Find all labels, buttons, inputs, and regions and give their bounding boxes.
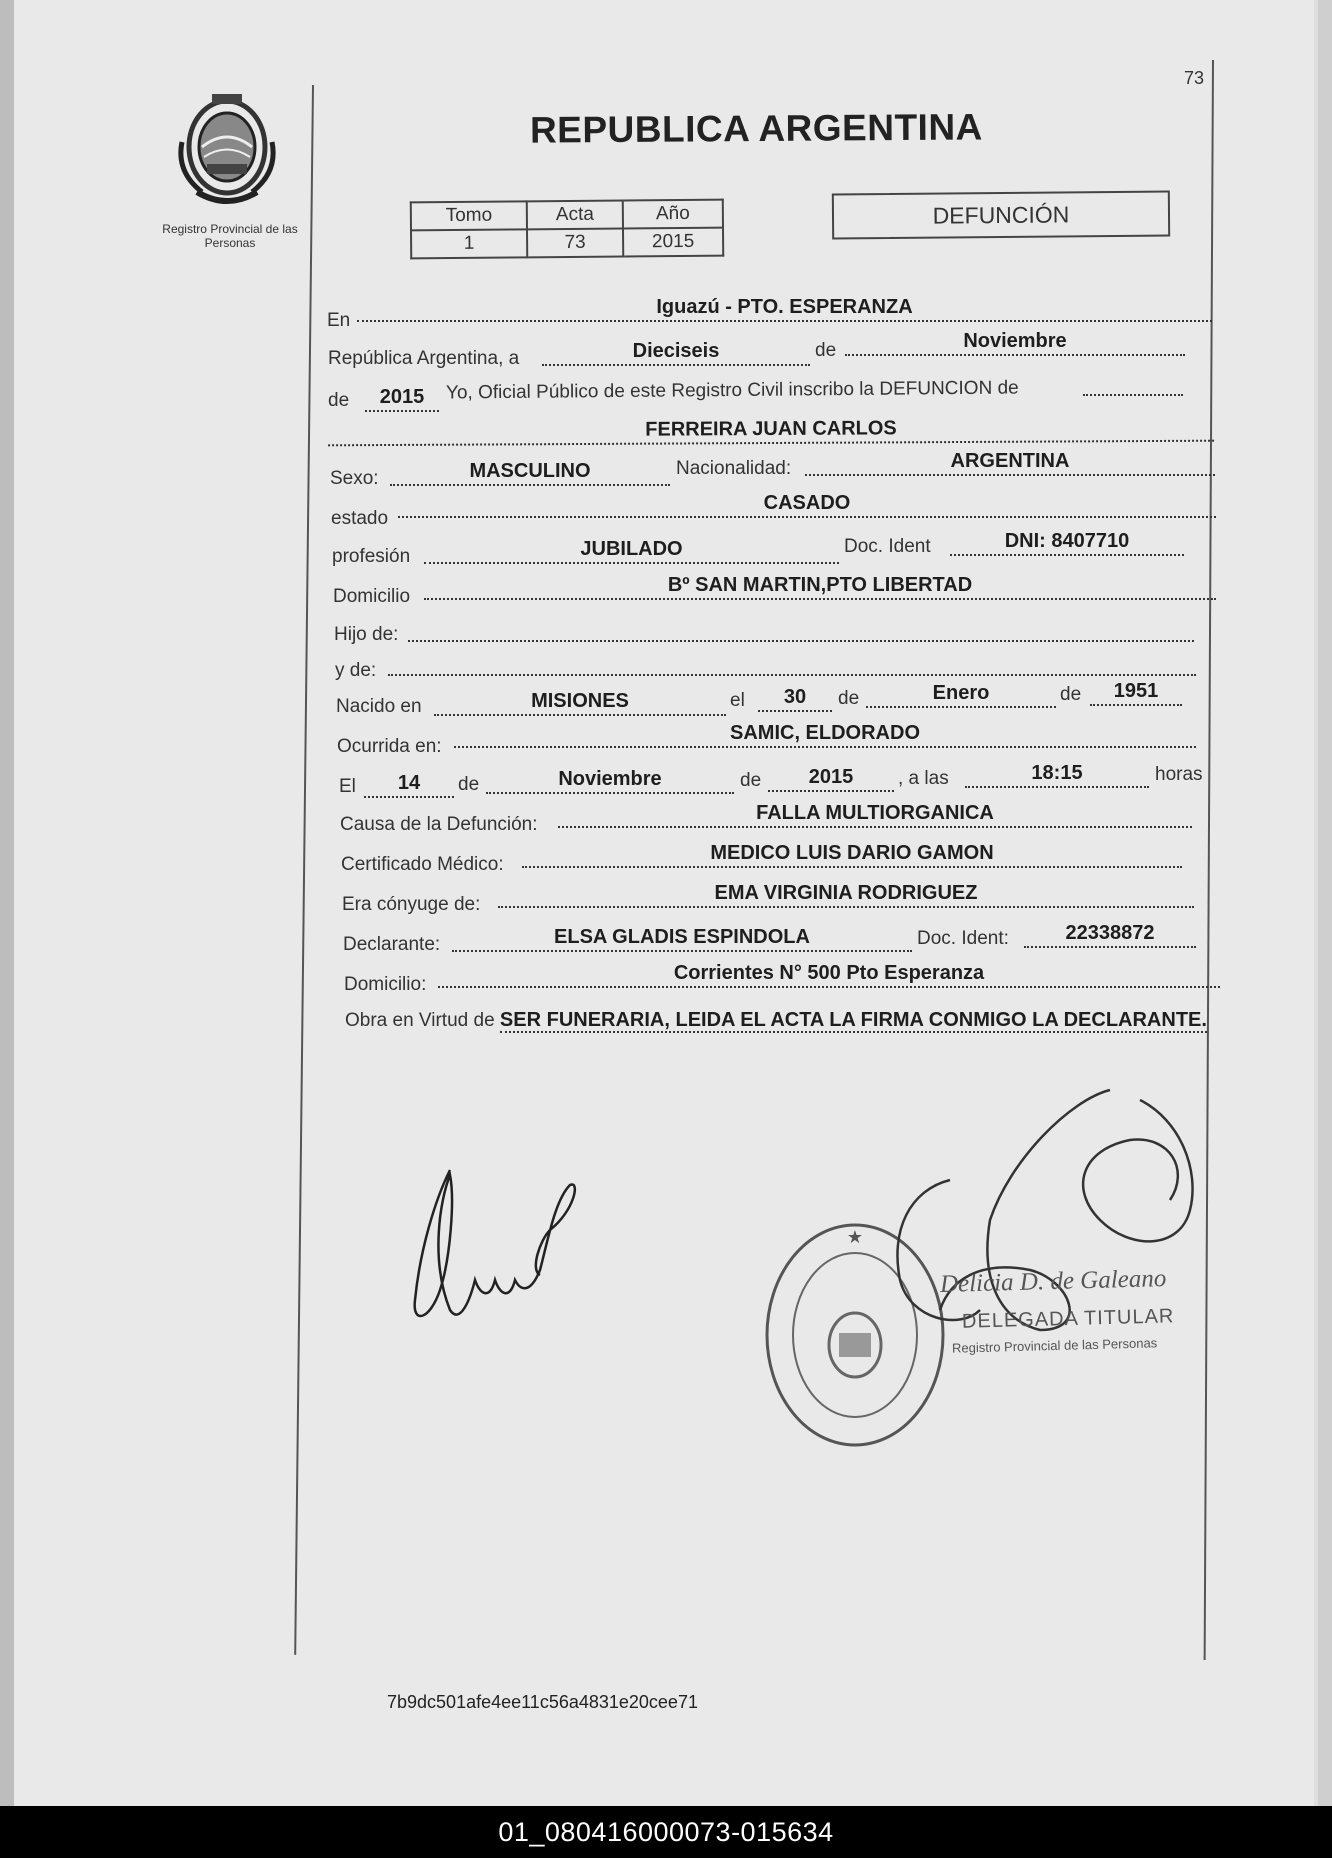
deceased-name-field: FERREIRA JUAN CARLOS <box>328 416 1214 447</box>
registry-label: Registro Provincial de las Personas <box>162 222 298 250</box>
de-label-2: de <box>328 390 350 411</box>
province-seal-icon <box>172 92 282 212</box>
value-anio: 2015 <box>623 228 723 257</box>
death-day-field: 14 <box>364 772 454 798</box>
obra-label: Obra en Virtud de <box>345 1010 495 1031</box>
header-anio: Año <box>623 200 723 229</box>
profesion-field: JUBILADO <box>424 538 839 564</box>
de-label-4: de <box>1060 684 1082 705</box>
declarante-field: ELSA GLADIS ESPINDOLA <box>452 926 912 952</box>
el-label: el <box>730 690 745 711</box>
obra-paragraph <box>345 1005 1220 1036</box>
place-field: Iguazú - PTO. ESPERANZA <box>357 296 1212 322</box>
value-acta: 73 <box>527 229 623 258</box>
footer-code: 01_080416000073-015634 <box>0 1806 1332 1858</box>
de-label-6: de <box>740 770 762 791</box>
ocurrida-label: Ocurrida en: <box>337 736 442 757</box>
conyuge-field: EMA VIRGINIA RODRIGUEZ <box>498 882 1194 908</box>
en-label: En <box>327 310 351 331</box>
conyuge-label: Era cónyuge de: <box>342 894 481 915</box>
yde-field <box>388 650 1196 676</box>
inscribo-text: Yo, Oficial Público de este Registro Civil inscribo la DEFUNCION de <box>445 377 1019 404</box>
de-label-5: de <box>458 774 480 795</box>
certificado-label: Certificado Médico: <box>341 854 504 875</box>
de-label-1: de <box>815 340 837 361</box>
estado-label: estado <box>331 508 389 529</box>
table-header-row <box>411 200 723 231</box>
svg-text:★: ★ <box>846 1227 864 1247</box>
causa-label: Causa de la Defunción: <box>340 814 538 835</box>
table-row <box>411 228 723 259</box>
domicilio-field: Bº SAN MARTIN,PTO LIBERTAD <box>424 574 1216 600</box>
doc-ident2-label: Doc. Ident: <box>917 928 1009 949</box>
nacido-label: Nacido en <box>336 696 422 717</box>
estado-field: CASADO <box>398 492 1216 518</box>
year-field: 2015 <box>365 386 439 412</box>
ocurrida-field: SAMIC, ELDORADO <box>454 722 1196 748</box>
death-month-field: Noviembre <box>486 768 734 794</box>
month-field: Noviembre <box>845 330 1185 356</box>
profesion-label: profesión <box>332 546 411 567</box>
page-title: REPUBLICA ARGENTINA <box>529 106 983 151</box>
scan-left-edge <box>0 0 14 1806</box>
inscribo-blank <box>1083 370 1183 396</box>
doc-ident2-field: 22338872 <box>1024 922 1196 948</box>
volume-table <box>410 199 724 260</box>
de-label-3: de <box>838 688 860 709</box>
sexo-label: Sexo: <box>330 468 379 489</box>
value-tomo: 1 <box>411 229 527 258</box>
nacionalidad-label: Nacionalidad: <box>676 458 792 479</box>
header-tomo: Tomo <box>411 201 527 230</box>
page-number: 73 <box>1184 68 1205 88</box>
sexo-field: MASCULINO <box>390 460 670 486</box>
causa-field: FALLA MULTIORGANICA <box>558 802 1192 828</box>
stamp-org: Registro Provincial de las Personas <box>951 1335 1158 1356</box>
yde-label: y de: <box>335 660 377 681</box>
nacido-en-field: MISIONES <box>434 690 726 716</box>
hijo-label: Hijo de: <box>334 624 399 645</box>
day-field: Dieciseis <box>542 340 810 366</box>
domicilio2-label: Domicilio: <box>344 974 427 995</box>
el-date-label: El <box>339 776 356 797</box>
header-acta: Acta <box>527 201 623 230</box>
republica-label: República Argentina, a <box>328 348 520 369</box>
record-type-box: DEFUNCIÓN <box>832 191 1170 240</box>
birth-month-field: Enero <box>866 682 1056 708</box>
death-time-field: 18:15 <box>965 762 1149 788</box>
stamp-name: Delicia D. de Galeano <box>939 1265 1167 1298</box>
doc-ident-label: Doc. Ident <box>844 536 931 557</box>
document-hash: 7b9dc501afe4ee11c56a4831e20cee71 <box>387 1692 698 1712</box>
domicilio-label: Domicilio <box>333 586 411 607</box>
death-year-field: 2015 <box>768 766 894 792</box>
birth-day-field: 30 <box>758 686 832 712</box>
stamp-role: DELEGADA TITULAR <box>961 1305 1175 1333</box>
a-las-label: , a las <box>898 768 949 789</box>
declarant-signature <box>380 1160 600 1340</box>
nacionalidad-field: ARGENTINA <box>805 450 1215 476</box>
declarante-label: Declarante: <box>343 934 441 955</box>
certificado-field: MEDICO LUIS DARIO GAMON <box>522 842 1182 868</box>
hijo-field <box>408 616 1194 642</box>
scan-right-edge <box>1318 0 1332 1806</box>
domicilio2-field: Corrientes N° 500 Pto Esperanza <box>438 962 1220 988</box>
birth-year-field: 1951 <box>1090 680 1182 706</box>
doc-ident-field: DNI: 8407710 <box>950 530 1184 556</box>
obra-field: SER FUNERARIA, LEIDA EL ACTA LA FIRMA CONMIGO LA DECLARANTE. <box>499 1009 1207 1031</box>
horas-label: horas <box>1155 764 1203 785</box>
